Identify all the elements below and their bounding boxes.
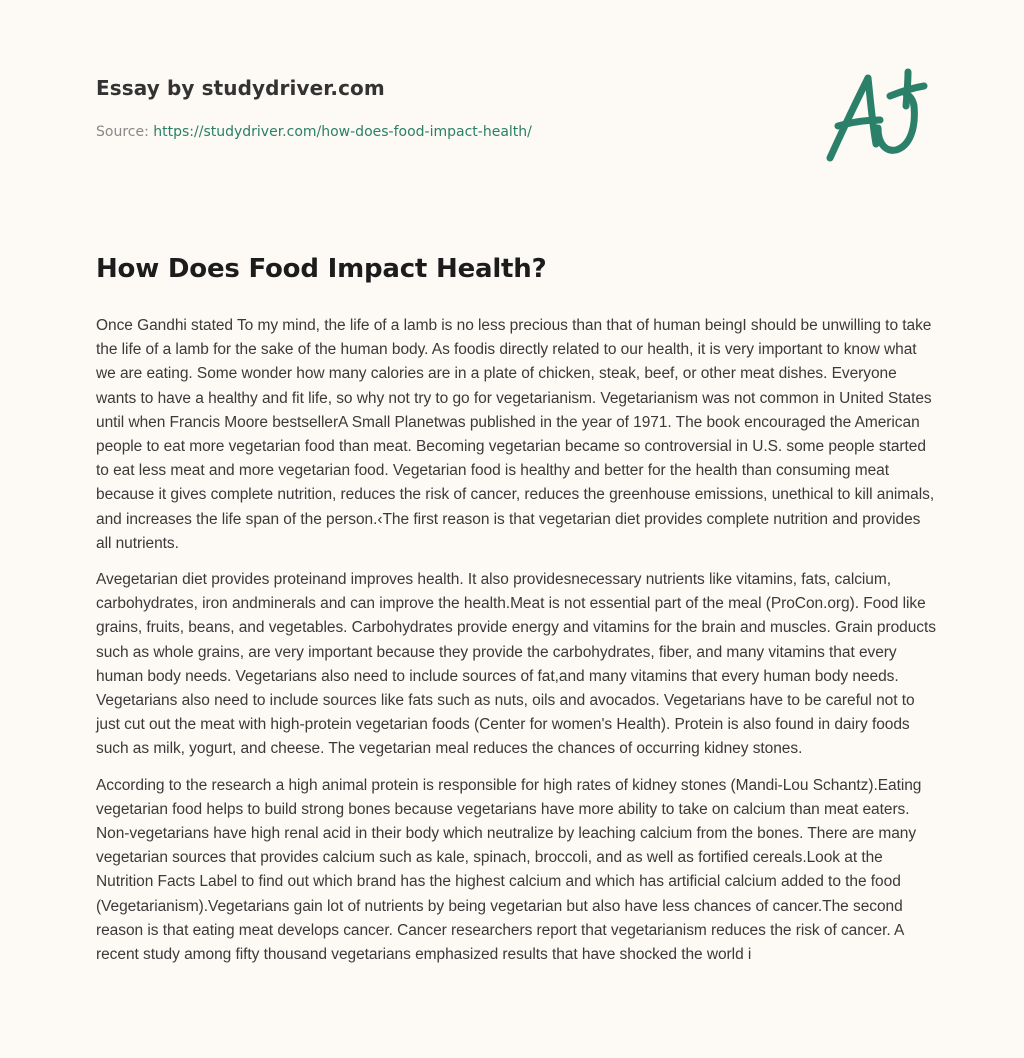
site-title: Essay by studydriver.com — [96, 76, 385, 100]
essay-title: How Does Food Impact Health? — [96, 254, 547, 284]
source-line — [96, 124, 796, 140]
page-header — [96, 76, 796, 140]
essay-paragraph: According to the research a high animal protein is responsible for high rates of kidney stones (Mandi-Lou Schantz).Eating vegetarian food helps to build strong bones because vegetarians have more ability to take on calcium than meat eaters. Non-vegetarians have high renal acid in their body which neutralize by leaching calcium from the bones. There are many vegetarian sources that provides calcium such as kale, spinach, broccoli, and as well as fortified cereals.Look at the Nutrition Facts Label to find out which brand has the highest calcium and which has artificial calcium added to the food (Vegetarianism).Vegetarians gain lot of nutrients by being vegetarian but also have less chances of cancer.The second reason is that eating meat develops cancer. Cancer researchers report that vegetarianism reduces the risk of cancer. A recent study among fifty thousand vegetarians emphasized results that have shocked the world i — [96, 776, 922, 964]
source-link[interactable]: https://studydriver.com/how-does-food-impact-health/ — [153, 124, 532, 140]
essay-paragraph: Avegetarian diet provides proteinand improves health. It also providesnecessary nutrients like vitamins, fats, calcium, carbohydrates, iron andminerals and can improve the health.Meat is not essential part of the meal (ProCon.org). Food like grains, fruits, beans, and vegetables. Carbohydrates provide energy and vitamins for the brain and muscles. Grain products such as whole grains, are very important because they provide the carbohydrates, fiber, and many vitamins that every human body needs. Vegetarians also need to include sources of fat,and many vitamins that every human body needs. Vegetarians also need to include sources like fats such as nuts, oils and avocados. Vegetarians have to be careful not to just cut out the meat with high-protein vegetarian foods (Center for women's Health). Protein is also found in dairy foods such as milk, yogurt, and cheese. The vegetarian meal reduces the chances of occurring kidney stones. — [96, 571, 936, 758]
essay-paragraph: Once Gandhi stated To my mind, the life of a lamb is no less precious than that of human beingI should be unwilling to take the life of a lamb for the sake of the human body. As foodis directly related to our health, it is very important to know what we are eating. Some wonder how many calories are in a plate of chicken, steak, beef, or other meat dishes. Everyone wants to have a healthy and fit life, so why not try to go for vegetarianism. Vegetarianism was not common in United States until when Francis Moore bestsellerA Small Planetwas published in the year of 1971. The book encouraged the American people to eat more vegetarian food than meat. Becoming vegetarian became so controversial in U.S. some people started to eat less meat and more vegetarian food. Vegetarian food is healthy and better for the health than consuming meat because it gives complete nutrition, reduces the risk of cancer, reduces the greenhouse emissions, unethical to kill animals, and increases the life span of the person.‹The first reason is that vegetarian diet provides complete nutrition and provides all nutrients. — [96, 317, 935, 552]
essay-body — [96, 314, 936, 979]
a-plus-grade-icon — [820, 66, 930, 166]
source-label: Source: — [96, 124, 149, 140]
